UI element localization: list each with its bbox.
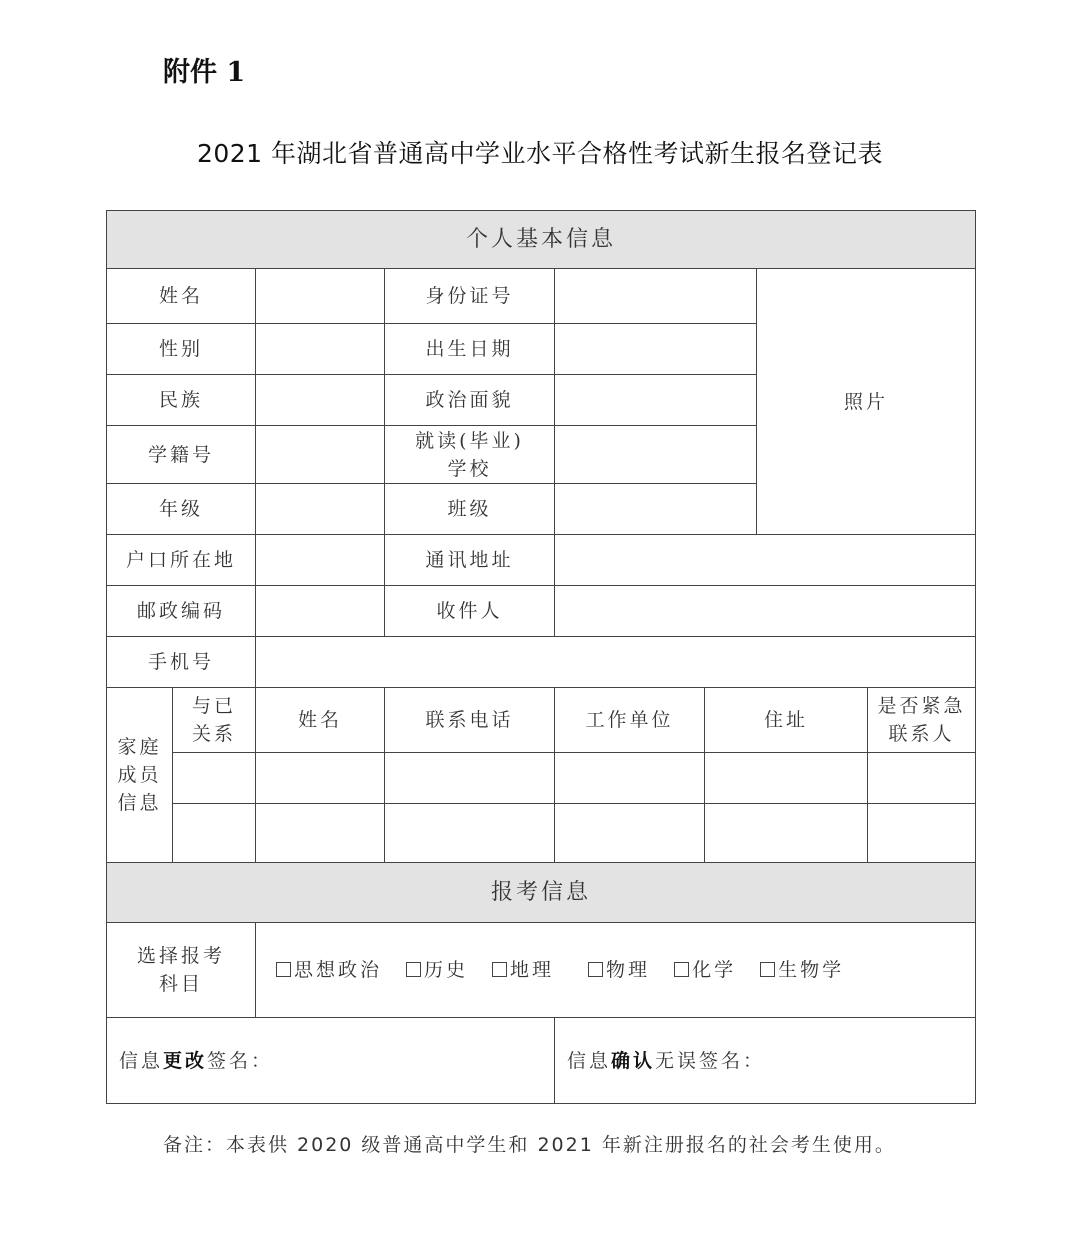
checkbox-icon[interactable] (588, 962, 603, 977)
input-family-relation[interactable] (173, 753, 256, 804)
label-school (385, 426, 555, 484)
input-family-phone[interactable] (385, 804, 555, 863)
input-class[interactable] (555, 484, 757, 535)
subject-label: 地理 (510, 959, 555, 981)
input-name[interactable] (256, 269, 385, 324)
change-signature-field[interactable] (107, 1018, 555, 1104)
confirm-signature-field[interactable] (555, 1018, 976, 1104)
signature-confirm-bold: 确认 (611, 1049, 656, 1072)
registration-form-table (106, 210, 976, 1104)
label-political-status: 政治面貌 (385, 375, 555, 426)
input-ethnicity[interactable] (256, 375, 385, 426)
label-family-info (107, 688, 173, 863)
input-recipient[interactable] (555, 586, 976, 637)
header-address: 住址 (705, 688, 868, 753)
subject-label: 思想政治 (294, 959, 383, 981)
header-relation-line1: 与已 (191, 695, 236, 717)
label-select-line2: 科目 (158, 973, 203, 995)
input-mailing-address[interactable] (555, 535, 976, 586)
label-birth-date: 出生日期 (385, 324, 555, 375)
label-mailing-address: 通讯地址 (385, 535, 555, 586)
signature-change-bold: 更改 (163, 1049, 208, 1072)
label-ethnicity: 民族 (107, 375, 256, 426)
header-relation (173, 688, 256, 753)
label-grade: 年级 (107, 484, 256, 535)
header-relation-line2: 关系 (191, 723, 236, 745)
attachment-label: 附件 1 (163, 57, 246, 88)
header-emergency-line1: 是否紧急 (877, 695, 966, 717)
label-select-line1: 选择报考 (136, 945, 225, 967)
checkbox-icon[interactable] (492, 962, 507, 977)
input-gender[interactable] (256, 324, 385, 375)
input-household-location[interactable] (256, 535, 385, 586)
input-family-phone[interactable] (385, 753, 555, 804)
header-emergency-line2: 联系人 (888, 723, 955, 745)
label-id-number: 身份证号 (385, 269, 555, 324)
checkbox-icon[interactable] (406, 962, 421, 977)
label-name: 姓名 (107, 269, 256, 324)
header-workplace: 工作单位 (555, 688, 705, 753)
subject-label: 生物学 (778, 959, 845, 981)
checkbox-icon[interactable] (276, 962, 291, 977)
input-family-address[interactable] (705, 804, 868, 863)
label-school-line1: 就读(毕业) (415, 429, 524, 452)
label-gender: 性别 (107, 324, 256, 375)
subject-option-chemistry[interactable] (674, 956, 736, 984)
family-row (107, 804, 976, 863)
checkbox-icon[interactable] (674, 962, 689, 977)
label-recipient: 收件人 (385, 586, 555, 637)
input-mobile[interactable] (256, 637, 976, 688)
input-family-workplace[interactable] (555, 753, 705, 804)
section-exam-info: 报考信息 (107, 863, 976, 923)
photo-box[interactable]: 照片 (757, 269, 976, 535)
signature-change-prefix: 信息 (119, 1049, 164, 1072)
input-id-number[interactable] (555, 269, 757, 324)
input-family-name[interactable] (256, 804, 385, 863)
label-household-location: 户口所在地 (107, 535, 256, 586)
subject-options (256, 923, 976, 1018)
signature-confirm-prefix: 信息 (567, 1049, 612, 1072)
signature-confirm-suffix: 无误签名： (655, 1049, 766, 1072)
footnote: 备注：本表供 2020 级普通高中学生和 2021 年新注册报名的社会考生使用。 (163, 1134, 896, 1156)
input-family-address[interactable] (705, 753, 868, 804)
input-birth-date[interactable] (555, 324, 757, 375)
subject-label: 化学 (692, 959, 737, 981)
family-row (107, 753, 976, 804)
signature-change-suffix: 签名： (207, 1049, 274, 1072)
label-student-id: 学籍号 (107, 426, 256, 484)
label-family-line1: 家庭 (117, 736, 162, 758)
form-title: 2021 年湖北省普通高中学业水平合格性考试新生报名登记表 (196, 139, 884, 168)
section-personal-info: 个人基本信息 (107, 211, 976, 269)
label-family-line2: 成员 (117, 764, 162, 786)
input-postal-code[interactable] (256, 586, 385, 637)
header-phone: 联系电话 (385, 688, 555, 753)
label-select-subjects (107, 923, 256, 1018)
header-emergency-contact (868, 688, 976, 753)
label-class: 班级 (385, 484, 555, 535)
subject-option-history[interactable] (406, 956, 468, 984)
subject-option-biology[interactable] (760, 956, 844, 984)
subject-option-physics[interactable] (588, 956, 650, 984)
input-family-emergency[interactable] (868, 804, 976, 863)
subject-option-politics[interactable] (276, 956, 382, 984)
checkbox-icon[interactable] (760, 962, 775, 977)
subject-label: 物理 (606, 959, 651, 981)
input-family-workplace[interactable] (555, 804, 705, 863)
subject-label: 历史 (424, 959, 469, 981)
subject-option-geography[interactable] (492, 956, 554, 984)
header-family-name: 姓名 (256, 688, 385, 753)
input-school[interactable] (555, 426, 757, 484)
label-mobile: 手机号 (107, 637, 256, 688)
input-family-relation[interactable] (173, 804, 256, 863)
input-family-name[interactable] (256, 753, 385, 804)
input-family-emergency[interactable] (868, 753, 976, 804)
input-political-status[interactable] (555, 375, 757, 426)
input-grade[interactable] (256, 484, 385, 535)
label-school-line2: 学校 (447, 457, 492, 480)
label-postal-code: 邮政编码 (107, 586, 256, 637)
label-family-line3: 信息 (117, 792, 162, 814)
input-student-id[interactable] (256, 426, 385, 484)
